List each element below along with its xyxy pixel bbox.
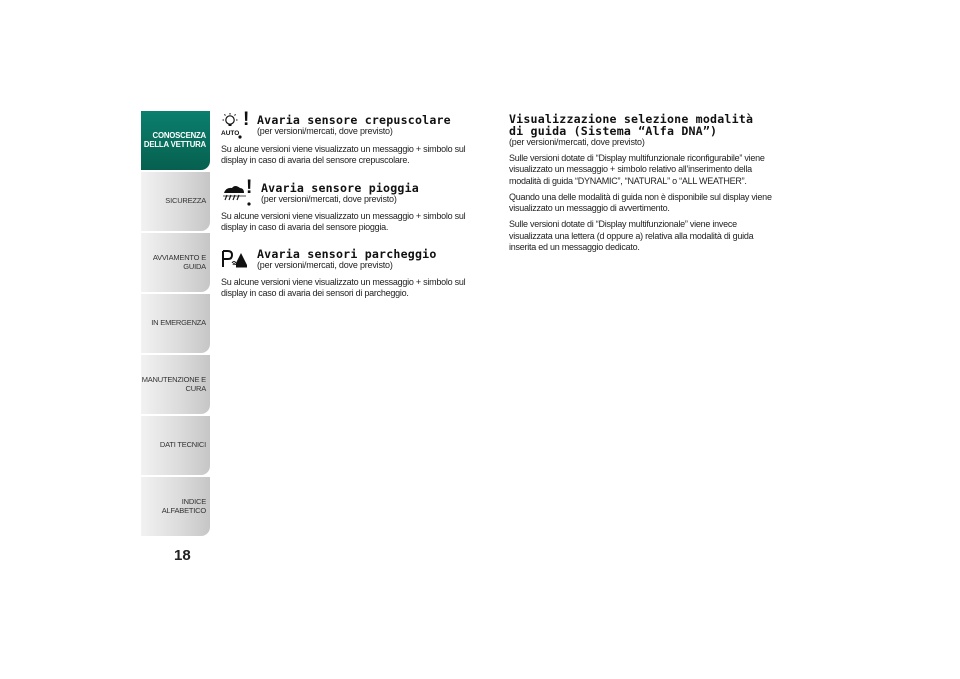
tab-avviamento-e-guida[interactable]: AVVIAMENTO E GUIDA [141,233,210,292]
section-subtitle: (per versioni/mercati, dove previsto) [257,126,393,136]
section-title: Avaria sensori parcheggio [257,247,437,262]
section-body: Su alcune versioni viene visualizzato un messaggio + simbolo sul display in caso di avaria dei sensori di parcheggio. [221,277,466,299]
tab-in-emergenza[interactable]: IN EMERGENZA [141,294,210,353]
tab-indice-alfabetico[interactable]: INDICE ALFABETICO [141,477,210,536]
paragraph-1: Sulle versioni dotate di “Display multifunzionale riconfigurabile” viene visualizzato un messaggio + simbolo relativo all’inserimento della modalità di guida “DYNAMIC”, “NATURAL” o “ALL WEATHER”. [509,153,765,186]
paragraph-2: Quando una delle modalità di guida non è disponibile sul display viene visualizzato un messaggio di avvertimento. [509,191,772,214]
auto-icon-label: AUTO [221,130,240,137]
section-subtitle: (per versioni/mercati, dove previsto) [509,137,645,147]
tab-conoscenza-della-vettura[interactable]: CONOSCENZA DELLA VETTURA [141,111,210,170]
section-pioggia [221,176,483,207]
right-column [509,114,777,253]
page-number: 18 [174,547,191,564]
tab-dati-tecnici[interactable]: DATI TECNICI [141,416,210,475]
section-title-line-2: di guida (Sistema “Alfa DNA”) [509,123,718,138]
tab-sicurezza[interactable]: SICUREZZA [141,172,210,231]
section-title: Avaria sensore pioggia [261,180,419,195]
warning-mark: ! [246,176,253,198]
warning-mark: ! [243,109,250,130]
auto-light-sensor-warning-icon [221,109,253,140]
paragraph-3: Sulle versioni dotate di “Display multifunzionale” viene invece visualizzata una lettera (d oppure a) relativa alla modalità di guida inserita ed un messaggio dedicato. [509,219,754,253]
section-parcheggio [221,247,483,273]
chapter-tabs [141,111,210,538]
rain-sensor-warning-icon [221,176,253,207]
tab-manutenzione-e-cura[interactable]: MANUTENZIONE E CURA [141,355,210,414]
section-subtitle: (per versioni/mercati, dove previsto) [261,193,397,204]
section-subtitle: (per versioni/mercati, dove previsto) [257,260,393,271]
left-column [221,109,483,300]
section-body: Su alcune versioni viene visualizzato un messaggio + simbolo sul display in caso di avaria del sensore crepuscolare. [221,144,466,166]
parking-sensor-warning-icon [221,247,253,273]
section-crepuscolare [221,109,483,140]
section-title: Avaria sensore crepuscolare [257,113,451,127]
section-title-line-1: Visualizzazione selezione modalità [509,112,754,126]
section-body: Su alcune versioni viene visualizzato un messaggio + simbolo sul display in caso di avaria del sensore pioggia. [221,210,466,232]
